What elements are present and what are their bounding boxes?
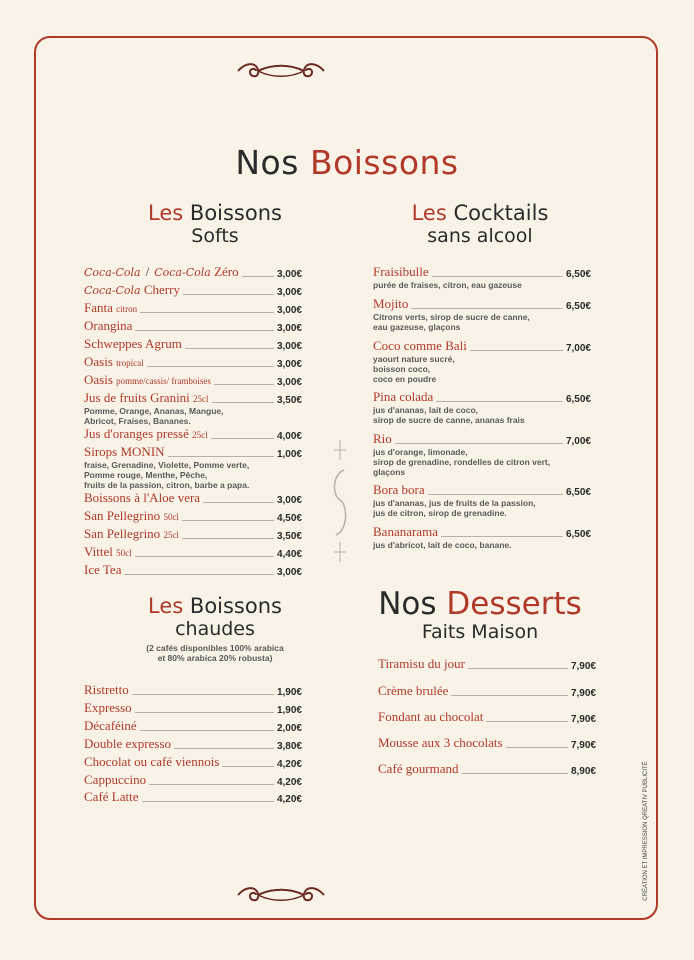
item-description: jus d'abricot, lait de coco, banane. [373,540,512,550]
leader-line [174,748,274,749]
item-price: 3,00€ [276,305,302,316]
item-price: 1,90€ [276,705,302,716]
softs-item [84,336,302,352]
dessert-item [378,709,596,725]
chaudes-item [84,718,302,734]
item-description: jus de citron, sirop de grenadine. [373,508,507,518]
leader-line [135,330,274,331]
item-price: 3,00€ [276,287,302,298]
chaudes-item [84,682,302,698]
leader-line [451,695,568,696]
softs-item [84,300,302,316]
leader-line [135,556,274,557]
leader-line [147,366,274,367]
dessert-item [378,656,596,672]
item-size: 50cl [116,548,132,558]
item-description: sirop de grenadine, rondelles de citron vert, [373,457,551,467]
item-name: San Pellegrino 25cl [84,526,179,541]
item-price: 7,90€ [570,688,596,699]
item-name: Oasis pomme/cassis/ framboises [84,372,211,387]
item-price: 3,00€ [276,323,302,334]
item-size: citron [116,304,138,314]
item-description: Pomme rouge, Menthe, Pêche, [84,470,208,480]
coca-cola-logo: Coca-Cola [84,266,141,279]
item-name: Crème brulée [378,683,449,698]
item-description: fraise, Grenadine, Violette, Pomme verte, [84,460,250,470]
item-name: Vittel 50cl [84,544,132,559]
softs-item [84,562,302,578]
item-description: glaçons [373,467,406,477]
item-name: Mousse aux 3 chocolats [378,735,503,750]
leader-line [214,384,274,385]
item-name: Café Latte [84,789,139,804]
cocktail-item [373,431,591,477]
leader-line [432,276,563,277]
softs-item [84,282,302,298]
item-name: Ristretto [84,682,129,697]
item-description: Pomme, Orange, Ananas, Mangue, [84,406,224,416]
item-name: Coca-Cola Cherry [84,282,180,297]
desserts-heading: Nos Desserts Faits Maison [378,586,582,643]
item-name: Rio [373,431,392,446]
item-price: 3,00€ [276,567,302,578]
item-price: 6,50€ [565,487,591,498]
leader-line [428,494,563,495]
softs-item [84,508,302,524]
item-size: 25cl [193,394,209,404]
softs-item [84,426,302,442]
item-price: 8,90€ [570,766,596,777]
item-name: Fraisibulle [373,264,429,279]
leader-line [436,401,563,402]
cocktail-item [373,338,591,384]
item-name: Boissons à l'Aloe vera [84,490,201,505]
item-price: 4,40€ [276,549,302,560]
dessert-item [378,761,596,777]
item-price: 3,00€ [276,359,302,370]
printer-credit: CRÉATION ET IMPRESSION QREATIV PUBLICITÉ [643,761,649,901]
softs-heading: Les Boissons Softs [148,201,282,247]
item-name: Fanta citron [84,300,138,315]
item-description: Citrons verts, sirop de sucre de canne, [373,312,530,322]
leader-line [212,402,274,403]
item-description: fruits de la passion, citron, barbe a papa. [84,480,250,490]
chaudes-item [84,754,302,770]
item-price: 3,50€ [276,395,302,406]
cocktail-item [373,482,591,518]
item-price: 3,00€ [276,377,302,388]
leader-line [395,443,563,444]
item-name: Orangina [84,318,133,333]
item-name: Expresso [84,700,132,715]
chaudes-item [84,700,302,716]
item-price: 4,20€ [276,794,302,805]
title-word-1: Nos [235,143,299,182]
item-price: 3,80€ [276,741,302,752]
item-name: Ice Tea [84,562,122,577]
page-title [0,143,694,182]
item-price: 7,00€ [565,343,591,354]
leader-line [468,668,568,669]
softs-item [84,526,302,542]
softs-item [84,390,302,426]
item-price: 6,50€ [565,269,591,280]
item-name: Schweppes Agrum [84,336,182,351]
item-name: Mojito [373,296,409,311]
item-price: 4,20€ [276,777,302,788]
column-divider-icon [330,440,350,562]
item-description: boisson coco, [373,364,431,374]
item-name: Fondant au chocolat [378,709,484,724]
chaudes-heading: Les Boissons chaudes [148,594,282,640]
leader-line [222,766,274,767]
leader-line [470,350,563,351]
leader-line [183,294,274,295]
item-price: 6,50€ [565,394,591,405]
item-price: 3,00€ [276,269,302,280]
item-name: Café gourmand [378,761,459,776]
item-name: Double expresso [84,736,172,751]
leader-line [441,536,563,537]
leader-line [211,438,274,439]
chaudes-item [84,789,302,805]
chaudes-note: (2 cafés disponibles 100% arabica et 80% arabica 20% robusta) [146,643,284,663]
softs-item [84,490,302,506]
item-price: 4,20€ [276,759,302,770]
item-price: 4,50€ [276,513,302,524]
item-size: 25cl [163,530,179,540]
cocktails-heading: Les Cocktails sans alcool [411,201,549,247]
item-description: sirop de sucre de canne, ananas frais [373,415,525,425]
item-price: 6,50€ [565,529,591,540]
coca-cola-logo: Coca-Cola [154,266,211,279]
item-price: 7,90€ [570,661,596,672]
item-price: 4,00€ [276,431,302,442]
title-word-2: Boissons [309,143,459,182]
chaudes-item [84,772,302,788]
leader-line [182,520,274,521]
cocktail-item [373,264,591,290]
cocktail-item [373,524,591,550]
item-price: 7,90€ [570,714,596,725]
item-description: coco en poudre [373,374,437,384]
leader-line [203,502,274,503]
item-size: tropical [116,358,144,368]
item-size: 25cl [192,430,208,440]
softs-item [84,318,302,334]
leader-line [506,747,568,748]
item-description: eau gazeuse, glaçons [373,322,461,332]
item-name: Bananarama [373,524,438,539]
item-name: Bora bora [373,482,425,497]
item-name: Décaféiné [84,718,137,733]
item-name: San Pellegrino 50cl [84,508,179,523]
softs-item [84,354,302,370]
item-price: 3,50€ [276,531,302,542]
softs-item [84,372,302,388]
item-description: jus d'ananas, jus de fruits de la passion, [373,498,536,508]
softs-item [84,444,302,490]
leader-line [140,730,274,731]
item-name: Tiramisu du jour [378,656,465,671]
item-price: 7,00€ [565,436,591,447]
item-description: jus d'orange, limonade, [373,447,468,457]
item-name: Oasis tropical [84,354,144,369]
leader-line [135,712,274,713]
item-price: 2,00€ [276,723,302,734]
cocktail-item [373,296,591,332]
leader-line [486,721,568,722]
item-description: purée de fraises, citron, eau gazeuse [373,280,522,290]
item-price: 7,90€ [570,740,596,751]
item-size: 50cl [163,512,179,522]
item-name: Coco comme Bali [373,338,467,353]
item-name: Pina colada [373,389,434,404]
item-name: Jus de fruits Granini 25cl [84,390,209,405]
item-price: 1,90€ [276,687,302,698]
leader-line [185,348,274,349]
cocktail-item [373,389,591,425]
leader-line [132,694,274,695]
item-description: yaourt nature sucré, [373,354,455,364]
bottom-ornament-icon [232,884,330,906]
item-name: Chocolat ou café viennois [84,754,220,769]
chaudes-item [84,736,302,752]
leader-line [140,312,274,313]
item-name: Cappuccino [84,772,147,787]
leader-line [182,538,274,539]
leader-line [142,801,274,802]
top-ornament-icon [232,60,330,82]
item-name: Coca-Cola / Coca-Cola Zéro [84,264,239,279]
leader-line [149,784,274,785]
item-price: 3,00€ [276,495,302,506]
item-name: Sirops MONIN [84,444,165,459]
leader-line [462,773,568,774]
item-price: 3,00€ [276,341,302,352]
softs-item [84,264,302,280]
item-description: Abricot, Fraises, Bananes. [84,416,191,426]
item-name: Jus d'oranges pressé 25cl [84,426,208,441]
leader-line [411,308,563,309]
coca-cola-logo: Coca-Cola [84,284,141,297]
item-description: jus d'ananas, lait de coco, [373,405,478,415]
softs-item [84,544,302,560]
dessert-item [378,683,596,699]
leader-line [168,456,274,457]
item-price: 1,00€ [276,449,302,460]
leader-line [124,574,274,575]
item-size: pomme/cassis/ framboises [116,376,211,386]
item-price: 6,50€ [565,301,591,312]
dessert-item [378,735,596,751]
leader-line [242,276,274,277]
